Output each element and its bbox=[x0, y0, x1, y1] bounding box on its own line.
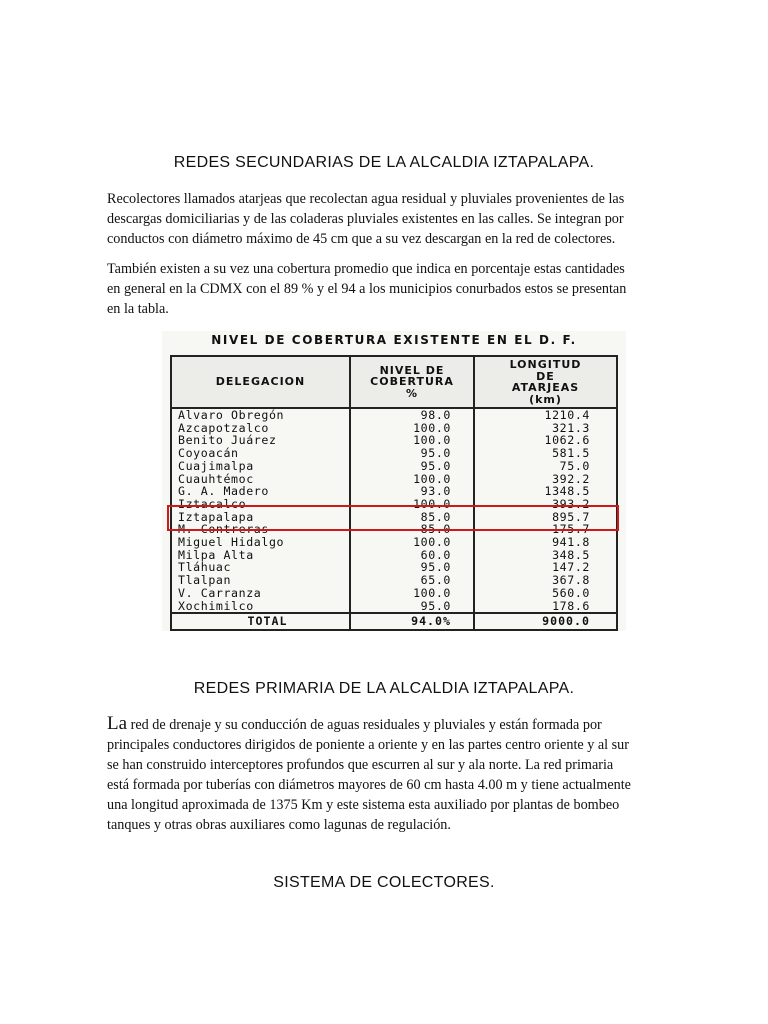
total-label: TOTAL bbox=[171, 613, 350, 630]
cell-cobertura: 100.0 bbox=[350, 422, 474, 435]
header-delegacion: DELEGACION bbox=[171, 356, 350, 408]
table-row bbox=[171, 587, 617, 600]
table-row bbox=[171, 574, 617, 587]
cell-cobertura: 93.0 bbox=[350, 485, 474, 498]
cell-cobertura: 95.0 bbox=[350, 460, 474, 473]
cell-cobertura: 85.0 bbox=[350, 523, 474, 536]
cell-longitud: 75.0 bbox=[474, 460, 617, 473]
cell-delegacion: Cuajimalpa bbox=[171, 460, 350, 473]
cell-longitud: 393.2 bbox=[474, 498, 617, 511]
table-row bbox=[171, 561, 617, 574]
table-row bbox=[171, 460, 617, 473]
header-line: LONGITUD bbox=[509, 358, 582, 371]
cell-delegacion: Azcapotzalco bbox=[171, 422, 350, 435]
paragraph-line: una longitud aproximada de 1375 Km y este sistema esta auxiliado por plantas de bombeo bbox=[107, 797, 620, 813]
table-row bbox=[171, 600, 617, 614]
paragraph-line: en la tabla. bbox=[107, 301, 169, 317]
cell-delegacion: M. Contreras bbox=[171, 523, 350, 536]
cell-delegacion: V. Carranza bbox=[171, 587, 350, 600]
paragraph-line: está formada por tuberías con diámetros mayores de 60 cm hasta 4.00 m y tiene actualmente bbox=[107, 777, 631, 793]
cell-longitud: 321.3 bbox=[474, 422, 617, 435]
paragraph-line: tanques y otras obras auxiliares como lagunas de regulación. bbox=[107, 817, 451, 833]
heading-redes-primaria: REDES PRIMARIA DE LA ALCALDIA IZTAPALAPA. bbox=[193, 680, 575, 697]
dropcap: La bbox=[107, 713, 128, 734]
cell-delegacion: Tlalpan bbox=[171, 574, 350, 587]
cell-longitud: 348.5 bbox=[474, 549, 617, 562]
cell-longitud: 175.7 bbox=[474, 523, 617, 536]
cell-longitud: 1062.6 bbox=[474, 434, 617, 447]
header-line: NIVEL DE bbox=[379, 363, 445, 377]
header-line: ATARJEAS bbox=[511, 381, 580, 394]
cell-longitud: 178.6 bbox=[474, 600, 617, 614]
total-row bbox=[171, 613, 617, 630]
paragraph-line: principales conductores dirigidos de poniente a oriente y en las partes centro oriente y al sur bbox=[107, 737, 630, 753]
paragraph-line: en general en la CDMX con el 89 % y el 94 a los municipios conurbados estos se presentan bbox=[107, 281, 627, 297]
header-line: % bbox=[405, 386, 419, 400]
cell-delegacion: Coyoacán bbox=[171, 447, 350, 460]
cell-longitud: 895.7 bbox=[474, 511, 617, 524]
cell-cobertura: 65.0 bbox=[350, 574, 474, 587]
cell-cobertura: 100.0 bbox=[350, 473, 474, 486]
cell-longitud: 1210.4 bbox=[474, 408, 617, 422]
paragraph-line: También existen a su vez una cobertura promedio que indica en porcentaje estas cantidades bbox=[107, 261, 625, 277]
paragraph-line: descargas domiciliarias y de las coladeras pluviales existentes en las calles. Se integran por bbox=[107, 211, 624, 227]
heading-redes-secundarias: REDES SECUNDARIAS DE LA ALCALDIA IZTAPALAPA. bbox=[173, 154, 595, 171]
cell-delegacion: Iztacalco bbox=[171, 498, 350, 511]
total-cobertura: 94.0% bbox=[350, 613, 474, 630]
cell-cobertura: 98.0 bbox=[350, 408, 474, 422]
cell-longitud: 941.8 bbox=[474, 536, 617, 549]
paragraph-cobertura bbox=[107, 259, 661, 319]
cell-longitud: 367.8 bbox=[474, 574, 617, 587]
table-row bbox=[171, 536, 617, 549]
coverage-table bbox=[170, 355, 618, 631]
header-line: DE bbox=[536, 369, 555, 383]
cell-cobertura: 100.0 bbox=[350, 434, 474, 447]
cell-longitud: 147.2 bbox=[474, 561, 617, 574]
cell-cobertura: 60.0 bbox=[350, 549, 474, 562]
cell-cobertura: 100.0 bbox=[350, 536, 474, 549]
cell-cobertura: 100.0 bbox=[350, 587, 474, 600]
header-line: COBERTURA bbox=[370, 375, 454, 389]
paragraph-line-text: red de drenaje y su conducción de aguas residuales y pluviales y están formada por bbox=[127, 717, 602, 733]
table-row bbox=[171, 408, 617, 422]
table-row bbox=[171, 447, 617, 460]
cell-cobertura: 95.0 bbox=[350, 600, 474, 614]
cell-delegacion: Cuauhtémoc bbox=[171, 473, 350, 486]
table-row bbox=[171, 549, 617, 562]
cell-delegacion: Xochimilco bbox=[171, 600, 350, 614]
paragraph-line: Recolectores llamados atarjeas que recolectan agua residual y pluviales provenientes de las bbox=[107, 191, 625, 207]
cell-delegacion: Iztapalapa bbox=[171, 511, 350, 524]
highlight-iztapalapa-box bbox=[167, 505, 619, 531]
paragraph-line: se han construido interceptores profundos que escurren al sur y ala norte. La red primaria bbox=[107, 757, 614, 773]
header-line: (km) bbox=[529, 392, 562, 406]
cell-delegacion: G. A. Madero bbox=[171, 485, 350, 498]
paragraph-red-primaria bbox=[107, 714, 661, 835]
header-nivel-cobertura bbox=[350, 356, 474, 408]
cell-delegacion: Milpa Alta bbox=[171, 549, 350, 562]
cell-delegacion: Tláhuac bbox=[171, 561, 350, 574]
heading-sistema-colectores: SISTEMA DE COLECTORES. bbox=[273, 874, 495, 891]
paragraph-recolectores bbox=[107, 189, 661, 249]
paragraph-line bbox=[107, 714, 661, 735]
cell-cobertura: 95.0 bbox=[350, 447, 474, 460]
scanned-coverage-table bbox=[162, 331, 626, 631]
paragraph-line: conductos con diámetro máximo de 45 cm que a su vez descargan en la red de colectores. bbox=[107, 231, 616, 247]
header-longitud-atarjeas bbox=[474, 356, 617, 408]
cell-longitud: 392.2 bbox=[474, 473, 617, 486]
cell-cobertura: 95.0 bbox=[350, 561, 474, 574]
cell-delegacion: Miguel Hidalgo bbox=[171, 536, 350, 549]
cell-longitud: 581.5 bbox=[474, 447, 617, 460]
total-longitud: 9000.0 bbox=[474, 613, 617, 630]
cell-longitud: 560.0 bbox=[474, 587, 617, 600]
cell-cobertura: 100.0 bbox=[350, 498, 474, 511]
table-title: NIVEL DE COBERTURA EXISTENTE EN EL D. F. bbox=[211, 333, 577, 347]
cell-longitud: 1348.5 bbox=[474, 485, 617, 498]
cell-delegacion: Benito Juárez bbox=[171, 434, 350, 447]
cell-cobertura: 85.0 bbox=[350, 511, 474, 524]
cell-delegacion: Alvaro Obregón bbox=[171, 408, 350, 422]
